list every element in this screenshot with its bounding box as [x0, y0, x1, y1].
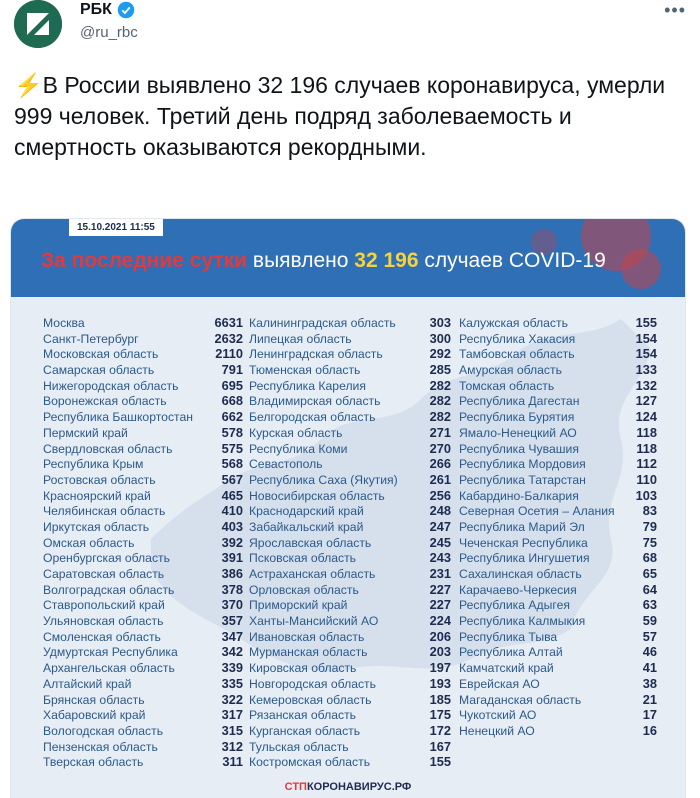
region-row [459, 393, 657, 409]
region-row [43, 472, 243, 488]
region-name: Воронежская область [43, 394, 167, 409]
lightning-emoji: ⚡ [14, 72, 43, 98]
region-case-count: 339 [221, 660, 243, 676]
region-row [249, 488, 451, 504]
region-row [43, 488, 243, 504]
region-name: Республика Коми [249, 441, 348, 456]
region-name: Иркутская область [43, 519, 150, 534]
stopcoronavirus-logo [11, 781, 685, 793]
region-case-count: 315 [221, 722, 243, 738]
region-row [249, 409, 451, 425]
region-case-count: 568 [221, 456, 243, 472]
region-row [43, 597, 243, 613]
region-case-count: 17 [642, 707, 657, 723]
region-case-count: 203 [429, 644, 451, 660]
region-name: Краснодарский край [249, 504, 364, 519]
region-name: Ханты-Мансийский АО [249, 614, 379, 629]
region-name: Красноярский край [43, 488, 151, 503]
region-row [459, 472, 657, 488]
region-name: Приморский край [249, 598, 348, 613]
region-row [249, 692, 451, 708]
region-case-count: 282 [429, 409, 451, 425]
region-case-count: 197 [429, 660, 451, 676]
region-row [43, 456, 243, 472]
region-row [459, 582, 657, 598]
region-row [43, 409, 243, 425]
region-name: Ярославская область [249, 535, 372, 550]
region-row [249, 676, 451, 692]
region-row [459, 707, 657, 723]
region-case-count: 322 [221, 691, 243, 707]
region-name: Ульяновская область [43, 614, 164, 629]
region-case-count: 59 [642, 613, 657, 629]
region-case-count: 392 [221, 534, 243, 550]
region-row [459, 378, 657, 394]
region-row [43, 535, 243, 551]
region-case-count: 172 [429, 722, 451, 738]
region-row [459, 535, 657, 551]
region-case-count: 132 [635, 377, 657, 393]
region-name: Камчатский край [459, 661, 554, 676]
region-row [249, 754, 451, 770]
region-case-count: 261 [429, 471, 451, 487]
region-case-count: 231 [429, 566, 451, 581]
region-row [459, 676, 657, 692]
region-case-count: 410 [221, 503, 243, 519]
region-name: Северная Осетия – Алания [459, 504, 615, 519]
region-row [459, 331, 657, 347]
region-name: Республика Крым [43, 457, 144, 472]
region-case-count: 2110 [215, 346, 243, 362]
region-row [459, 644, 657, 660]
region-case-count: 312 [221, 738, 243, 754]
region-name: Магаданская область [459, 692, 582, 707]
region-row [249, 723, 451, 739]
region-row [459, 597, 657, 613]
region-case-count: 791 [221, 362, 243, 378]
region-row [43, 613, 243, 629]
region-case-count: 46 [642, 644, 657, 660]
region-case-count: 124 [635, 409, 657, 425]
region-name: Республика Алтай [459, 645, 563, 660]
region-row [459, 629, 657, 645]
region-row [249, 644, 451, 660]
region-name: Республика Калмыкия [459, 614, 586, 629]
region-row [249, 707, 451, 723]
region-case-count: 311 [222, 754, 243, 770]
region-row [249, 346, 451, 362]
region-case-count: 357 [221, 613, 243, 629]
region-name: Ивановская область [249, 629, 365, 644]
region-row [43, 754, 243, 770]
logo-part-3: КОРОНАВИРУС.РФ [306, 781, 412, 793]
region-row [43, 582, 243, 598]
region-case-count: 63 [642, 597, 657, 613]
region-case-count: 41 [642, 660, 657, 676]
region-name: Сахалинская область [459, 567, 582, 581]
region-name: Республика Карелия [249, 378, 366, 393]
region-row [459, 660, 657, 676]
region-row [43, 331, 243, 347]
region-row [459, 519, 657, 535]
region-row [43, 676, 243, 692]
region-row [43, 519, 243, 535]
region-name: Республика Башкортостан [43, 410, 193, 425]
virus-decoration-icon [621, 249, 661, 289]
region-case-count: 270 [429, 440, 451, 456]
region-name: Архангельская область [43, 661, 175, 676]
region-name: Нижегородская область [43, 378, 179, 393]
region-name: Ростовская область [43, 472, 156, 487]
region-name: Орловская область [249, 582, 359, 597]
region-case-count: 285 [429, 362, 451, 378]
region-case-count: 206 [429, 628, 451, 644]
card-header [11, 219, 685, 297]
region-row [249, 582, 451, 598]
region-name: Тульская область [249, 739, 349, 754]
region-case-count: 266 [429, 456, 451, 472]
region-name: Удмуртская Республика [43, 645, 178, 660]
region-case-count: 282 [429, 377, 451, 393]
tweet-image-card[interactable] [10, 218, 686, 798]
region-name: Астраханская область [249, 567, 376, 581]
region-row [43, 723, 243, 739]
headline-mid: выявлено [247, 249, 355, 272]
region-row [459, 315, 657, 331]
region-column-1 [43, 315, 243, 770]
region-case-count: 175 [429, 707, 451, 723]
region-row [249, 519, 451, 535]
region-name: Белгородская область [249, 410, 376, 425]
region-case-count: 185 [429, 691, 451, 707]
region-case-count: 64 [642, 581, 657, 597]
region-name: Алтайский край [43, 676, 132, 691]
region-case-count: 6631 [214, 315, 243, 330]
region-name: Калужская область [459, 316, 568, 330]
region-name: Еврейская АО [459, 676, 540, 691]
region-row [43, 629, 243, 645]
region-case-count: 292 [429, 346, 451, 362]
region-name: Оренбургская область [43, 551, 170, 566]
region-case-count: 127 [635, 393, 657, 409]
region-case-count: 386 [221, 566, 243, 581]
region-row [249, 739, 451, 755]
region-row [43, 707, 243, 723]
region-name: Республика Тыва [459, 629, 558, 644]
headline-tail: случаев COVID-19 [418, 249, 606, 272]
region-case-count: 155 [635, 315, 657, 330]
headline-lead: За последние сутки [41, 249, 248, 272]
region-case-count: 75 [642, 534, 657, 550]
region-name: Санкт-Петербург [43, 331, 139, 346]
region-name: Тюменская область [249, 363, 361, 378]
region-name: Новгородская область [249, 676, 376, 691]
region-name: Ленинградская область [249, 347, 383, 362]
region-row [459, 566, 657, 582]
region-name: Московская область [43, 347, 159, 362]
region-row [43, 739, 243, 755]
region-case-count: 695 [221, 377, 243, 393]
card-date: 15.10.2021 11:55 [69, 219, 163, 236]
region-row [43, 644, 243, 660]
region-name: Республика Саха (Якутия) [249, 472, 398, 487]
region-row [43, 441, 243, 457]
logo-part-2: П [299, 781, 307, 793]
region-name: Смоленская область [43, 629, 161, 644]
region-case-count: 248 [429, 503, 451, 519]
more-options-icon[interactable]: ••• [664, 0, 686, 20]
region-case-count: 575 [221, 440, 243, 456]
card-headline [41, 249, 606, 273]
verified-badge-icon [117, 1, 135, 19]
region-name: Республика Чувашия [459, 441, 579, 456]
region-case-count: 378 [221, 581, 243, 597]
region-name: Курская область [249, 425, 343, 440]
region-name: Волгоградская область [43, 582, 175, 597]
region-case-count: 335 [221, 675, 243, 691]
region-name: Владимирская область [249, 394, 381, 409]
region-name: Тверская область [43, 755, 144, 770]
region-name: Забайкальский край [249, 519, 364, 534]
region-case-count: 103 [635, 487, 657, 503]
region-case-count: 154 [635, 330, 657, 346]
region-case-count: 391 [221, 550, 243, 566]
region-name: Республика Адыгея [459, 598, 570, 613]
region-row [459, 409, 657, 425]
region-case-count: 167 [429, 738, 451, 754]
region-row [249, 550, 451, 566]
region-case-count: 68 [642, 550, 657, 566]
region-row [43, 660, 243, 676]
region-name: Липецкая область [249, 331, 352, 346]
headline-number: 32 196 [354, 249, 419, 272]
region-case-count: 668 [221, 393, 243, 409]
region-row [43, 692, 243, 708]
region-name: Рязанская область [249, 708, 357, 723]
region-case-count: 282 [429, 393, 451, 409]
avatar[interactable] [14, 0, 62, 48]
tweet-body: В России выявлено 32 196 случаев коронавируса, умерли 999 человек. Третий день подряд заболеваемость и смертность оказываются рекордными. [14, 72, 666, 160]
region-case-count: 247 [429, 518, 451, 534]
region-row [43, 362, 243, 378]
region-case-count: 83 [642, 503, 657, 519]
region-row [249, 456, 451, 472]
region-name: Москва [43, 316, 85, 330]
region-case-count: 567 [221, 471, 243, 487]
region-column-3 [459, 315, 657, 739]
region-case-count: 317 [221, 707, 243, 723]
region-case-count: 133 [635, 362, 657, 378]
region-row [459, 488, 657, 504]
region-case-count: 57 [642, 628, 657, 644]
region-row [459, 362, 657, 378]
region-case-count: 245 [429, 534, 451, 550]
region-row [249, 362, 451, 378]
region-row [43, 503, 243, 519]
region-row [459, 723, 657, 739]
region-case-count: 155 [429, 754, 451, 770]
region-case-count: 303 [429, 315, 451, 330]
region-row [249, 425, 451, 441]
rbc-logo-icon [14, 0, 62, 48]
region-case-count: 300 [429, 330, 451, 346]
region-row [249, 629, 451, 645]
region-name: Республика Бурятия [459, 410, 575, 425]
region-case-count: 271 [429, 424, 451, 440]
region-name: Ненецкий АО [459, 723, 535, 738]
region-name: Республика Дагестан [459, 394, 580, 409]
region-row [43, 393, 243, 409]
author-handle[interactable]: @ru_rbc [80, 24, 138, 41]
region-name: Республика Марий Эл [459, 519, 585, 534]
region-name: Калининградская область [249, 316, 396, 330]
region-row [459, 692, 657, 708]
region-case-count: 154 [635, 346, 657, 362]
region-row [43, 315, 243, 331]
region-row [459, 613, 657, 629]
region-case-count: 118 [636, 424, 657, 440]
region-row [43, 346, 243, 362]
region-row [43, 550, 243, 566]
region-row [43, 566, 243, 582]
region-case-count: 110 [636, 471, 657, 487]
region-name: Брянская область [43, 692, 145, 707]
region-row [459, 425, 657, 441]
region-name: Самарская область [43, 363, 155, 378]
region-row [43, 425, 243, 441]
region-case-count: 465 [221, 487, 243, 503]
region-row [249, 566, 451, 582]
region-case-count: 370 [221, 597, 243, 613]
region-name: Республика Татарстан [459, 472, 586, 487]
region-row [249, 331, 451, 347]
region-row [459, 346, 657, 362]
logo-part-1: СТ [284, 781, 300, 793]
region-row [249, 535, 451, 551]
region-row [249, 503, 451, 519]
region-name: Республика Хакасия [459, 331, 576, 346]
region-case-count: 256 [429, 487, 451, 503]
region-name: Томская область [459, 378, 555, 393]
region-row [459, 550, 657, 566]
region-row [249, 393, 451, 409]
region-name: Саратовская область [43, 567, 165, 581]
region-row [459, 503, 657, 519]
region-case-count: 224 [429, 613, 451, 629]
region-row [43, 378, 243, 394]
region-case-count: 193 [429, 675, 451, 691]
region-name: Республика Мордовия [459, 457, 586, 472]
region-row [249, 378, 451, 394]
region-row [459, 441, 657, 457]
region-name: Амурская область [459, 363, 562, 378]
region-row [249, 441, 451, 457]
region-case-count: 65 [642, 566, 657, 581]
region-name: Республика Ингушетия [459, 551, 590, 566]
region-case-count: 578 [221, 424, 243, 440]
region-name: Кировская область [249, 661, 357, 676]
region-name: Курганская область [249, 723, 361, 738]
region-name: Севастополь [249, 457, 323, 472]
region-name: Тамбовская область [459, 347, 575, 362]
region-case-count: 118 [636, 440, 657, 456]
region-name: Челябинская область [43, 504, 166, 519]
region-name: Чеченская Республика [459, 535, 588, 550]
author-row [80, 1, 135, 19]
region-case-count: 342 [221, 644, 243, 660]
region-name: Карачаево-Черкесия [459, 582, 577, 597]
region-name: Мурманская область [249, 645, 368, 660]
region-case-count: 347 [221, 628, 243, 644]
region-case-count: 227 [429, 581, 451, 597]
region-case-count: 227 [429, 597, 451, 613]
region-name: Вологодская область [43, 723, 164, 738]
region-case-count: 403 [221, 518, 243, 534]
region-row [249, 472, 451, 488]
region-row [249, 660, 451, 676]
region-case-count: 112 [636, 456, 657, 472]
region-name: Пензенская область [43, 739, 158, 754]
region-row [249, 613, 451, 629]
region-column-2 [249, 315, 451, 770]
region-name: Хабаровский край [43, 708, 146, 723]
region-row [249, 315, 451, 331]
region-case-count: 243 [429, 550, 451, 566]
region-case-count: 38 [642, 675, 657, 691]
tweet-text [14, 70, 694, 163]
region-name: Кабардино-Балкария [459, 488, 579, 503]
region-name: Новосибирская область [249, 488, 385, 503]
region-case-count: 16 [642, 722, 657, 738]
region-name: Пермский край [43, 425, 128, 440]
region-name: Кемеровская область [249, 692, 372, 707]
region-case-count: 21 [642, 691, 657, 707]
region-case-count: 79 [642, 518, 657, 534]
author-name[interactable]: РБК [80, 1, 112, 18]
region-case-count: 662 [221, 409, 243, 425]
region-name: Чукотский АО [459, 708, 537, 723]
region-row [459, 456, 657, 472]
region-case-count: 2632 [214, 330, 243, 346]
region-row [249, 597, 451, 613]
region-name: Ямало-Ненецкий АО [459, 425, 577, 440]
region-name: Псковская область [249, 551, 357, 566]
region-name: Костромская область [249, 755, 371, 770]
region-name: Свердловская область [43, 441, 173, 456]
region-name: Омская область [43, 535, 135, 550]
region-name: Ставропольский край [43, 598, 165, 613]
